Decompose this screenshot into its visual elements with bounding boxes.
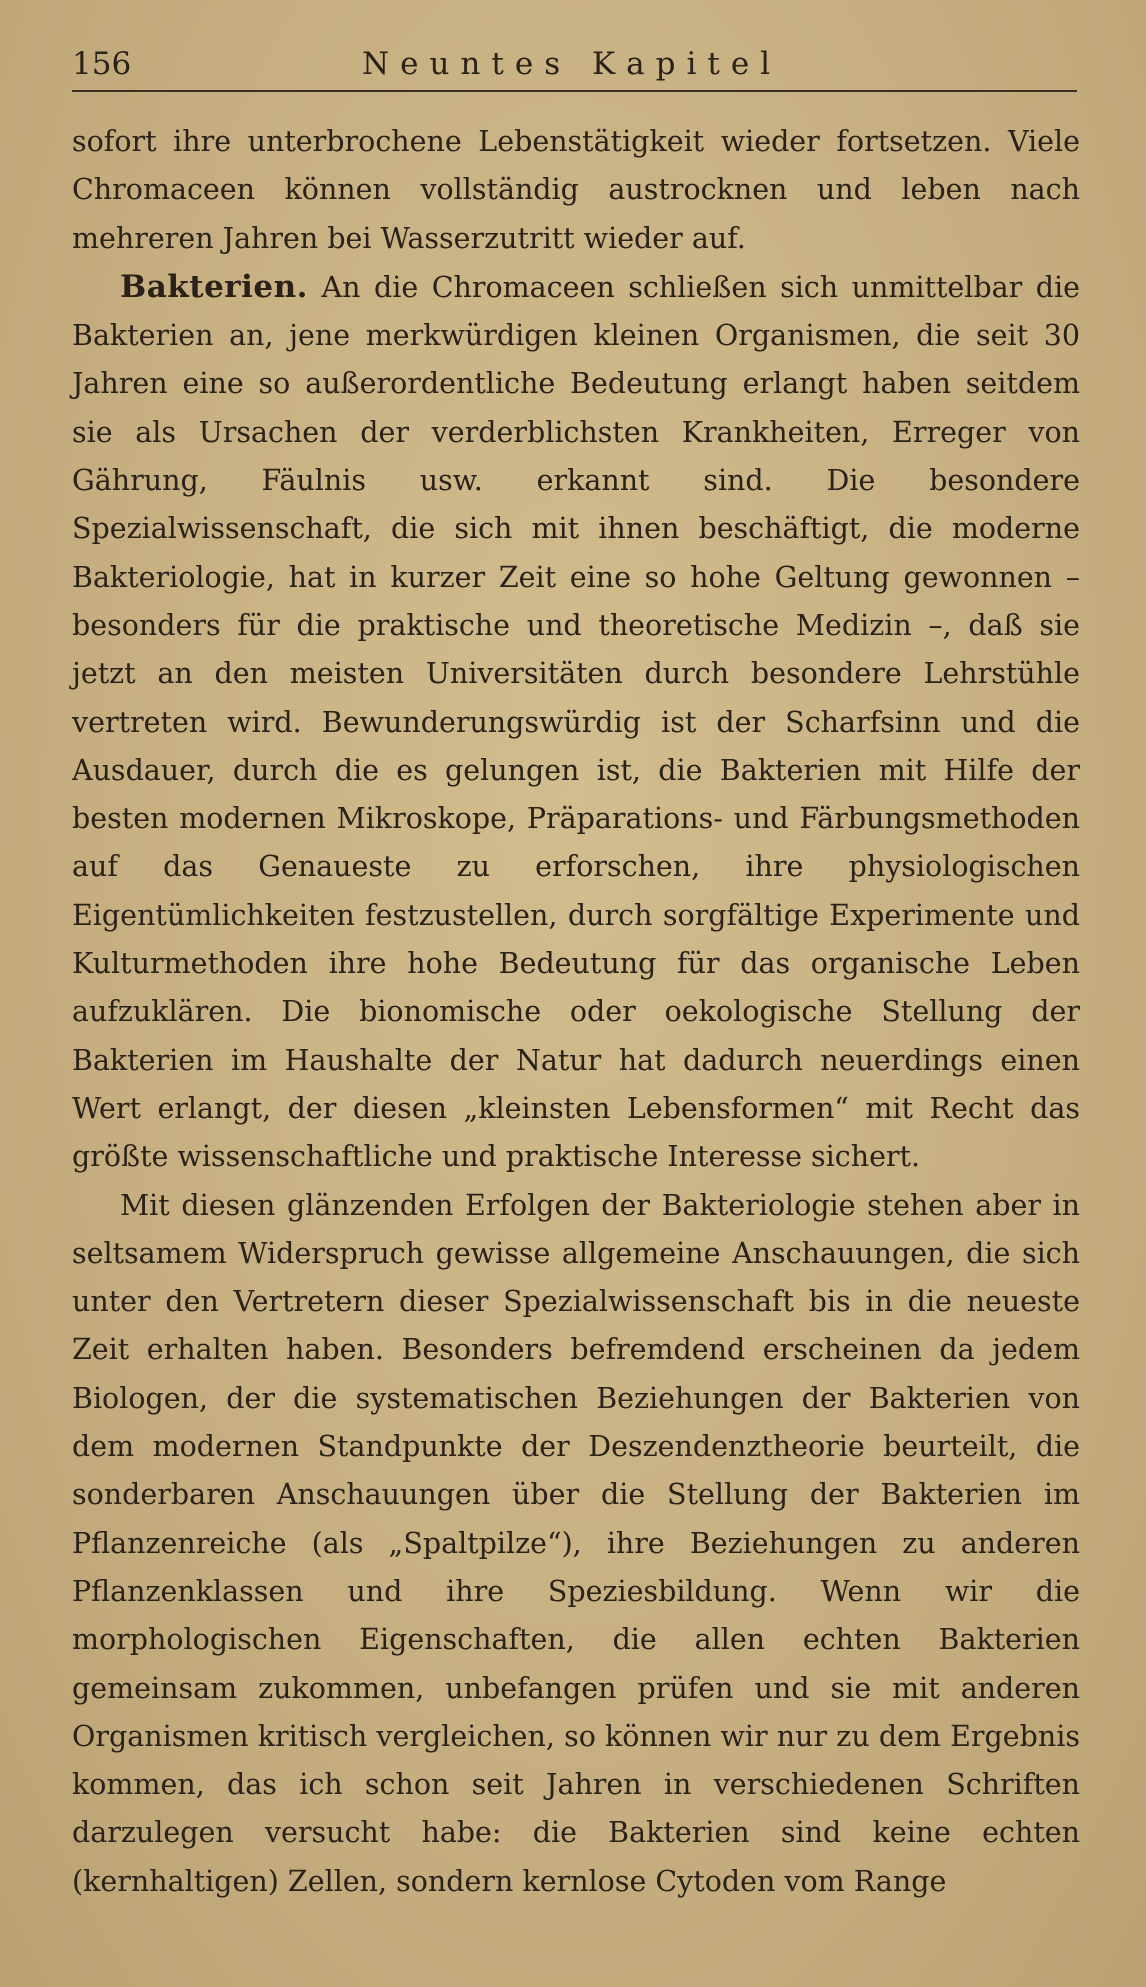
running-head: Neuntes Kapitel — [362, 46, 782, 82]
paragraph-1 — [72, 118, 1080, 263]
page-number: 156 — [72, 46, 132, 82]
page-header — [72, 44, 1077, 92]
section-heading: Bakterien. — [120, 268, 308, 305]
body-text — [72, 118, 1080, 1906]
paragraph-2 — [72, 263, 1080, 1182]
paragraph-2-text: An die Chromaceen schließen sich unmittelbar die Bakterien an, jene merkwürdigen kleinen Organismen, die seit 30 Jahren eine so außerordentliche Bedeutung erlangt haben seitdem sie als Ursachen der verderblichsten Krankheiten, Erreger von Gährung, Fäulnis usw. erkannt sind. Die besondere Spezialwissenschaft, die sich mit ihnen beschäftigt, die moderne Bakteriologie, hat in kurzer Zeit eine so hohe Geltung gewonnen – besonders für die praktische und theoretische Medizin –, daß sie jetzt an den meisten Universitäten durch besondere Lehrstühle vertreten wird. Bewunderungswürdig ist der Scharfsinn und die Ausdauer, durch die es gelungen ist, die Bakterien mit Hilfe der besten modernen Mikroskope, Präparations- und Färbungsmethoden auf das Genaueste zu erforschen, ihre physiologischen Eigentümlichkeiten festzustellen, durch sorgfältige Experimente und Kulturmethoden ihre hohe Bedeutung für das organische Leben aufzuklären. Die bionomische oder oekologische Stellung der Bakterien im Haushalte der Natur hat dadurch neuerdings einen Wert erlangt, der diesen „kleinsten Lebensformen“ mit Recht das größte wissenschaftliche und praktische Interesse sichert. — [72, 270, 1080, 1174]
paragraph-1-text: sofort ihre unterbrochene Lebenstätigkeit wieder fortsetzen. Viele Chromaceen können vollständig austrocknen und leben nach mehreren Jahren bei Wasserzutritt wieder auf. — [72, 125, 1080, 255]
paragraph-3 — [72, 1182, 1080, 1906]
paragraph-3-text: Mit diesen glänzenden Erfolgen der Bakteriologie stehen aber in seltsamem Widerspruch gewisse allgemeine Anschauungen, die sich unter den Vertretern dieser Spezialwissenschaft bis in die neueste Zeit erhalten haben. Besonders befremdend erscheinen da jedem Biologen, der die systematischen Beziehungen der Bakterien von dem modernen Standpunkte der Deszendenztheorie beurteilt, die sonderbaren Anschauungen über die Stellung der Bakterien im Pflanzenreiche (als „Spaltpilze“), ihre Beziehungen zu anderen Pflanzenklassen und ihre Speziesbildung. Wenn wir die morphologischen Eigenschaften, die allen echten Bakterien gemeinsam zukommen, unbefangen prüfen und sie mit anderen Organismen kritisch vergleichen, so können wir nur zu dem Ergebnis kommen, das ich schon seit Jahren in verschiedenen Schriften darzulegen versucht habe: die Bakterien sind keine echten (kernhaltigen) Zellen, sondern kernlose Cytoden vom Range — [72, 1188, 1080, 1898]
